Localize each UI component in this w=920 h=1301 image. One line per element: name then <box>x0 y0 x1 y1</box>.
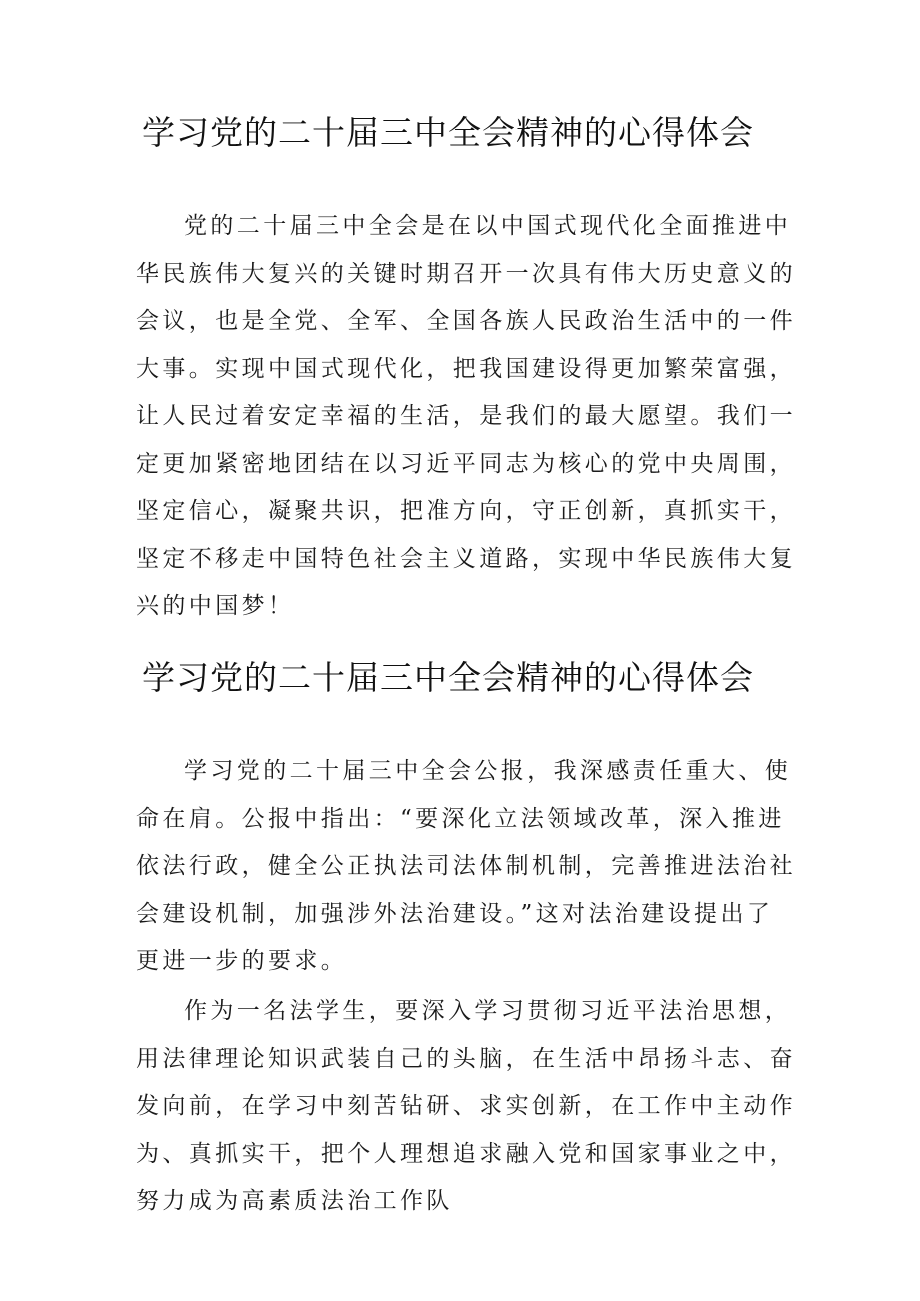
section-2-paragraph-1: 学习党的二十届三中全会公报，我深感责任重大、使命在肩。公报中指出：“要深化立法领域改革，深入推进依法行政，健全公正执法司法体制机制，完善推进法治社会建设机制，加强涉外法治建设。”这对法治建设提出了更进一步的要求。 <box>136 758 796 974</box>
section-2-title: 学习党的二十届三中全会精神的心得体会 <box>142 658 754 697</box>
section-2-paragraph-2: 作为一名法学生，要深入学习贯彻习近平法治思想，用法律理论知识武装自己的头脑，在生活中昂扬斗志、奋发向前，在学习中刻苦钻研、求实创新，在工作中主动作为、真抓实干，把个人理想追求融入党和国家事业之中，努力成为高素质法治工作队 <box>136 998 796 1214</box>
section-1-title: 学习党的二十届三中全会精神的心得体会 <box>142 113 754 152</box>
section-1-paragraph-1: 党的二十届三中全会是在以中国式现代化全面推进中华民族伟大复兴的关键时期召开一次具有伟大历史意义的会议，也是全党、全军、全国各族人民政治生活中的一件大事。实现中国式现代化，把我国建设得更加繁荣富强，让人民过着安定幸福的生活，是我们的最大愿望。我们一定更加紧密地团结在以习近平同志为核心的党中央周围，坚定信心，凝聚共识，把准方向，守正创新，真抓实干，坚定不移走中国特色社会主义道路，实现中华民族伟大复兴的中国梦！ <box>136 213 796 619</box>
